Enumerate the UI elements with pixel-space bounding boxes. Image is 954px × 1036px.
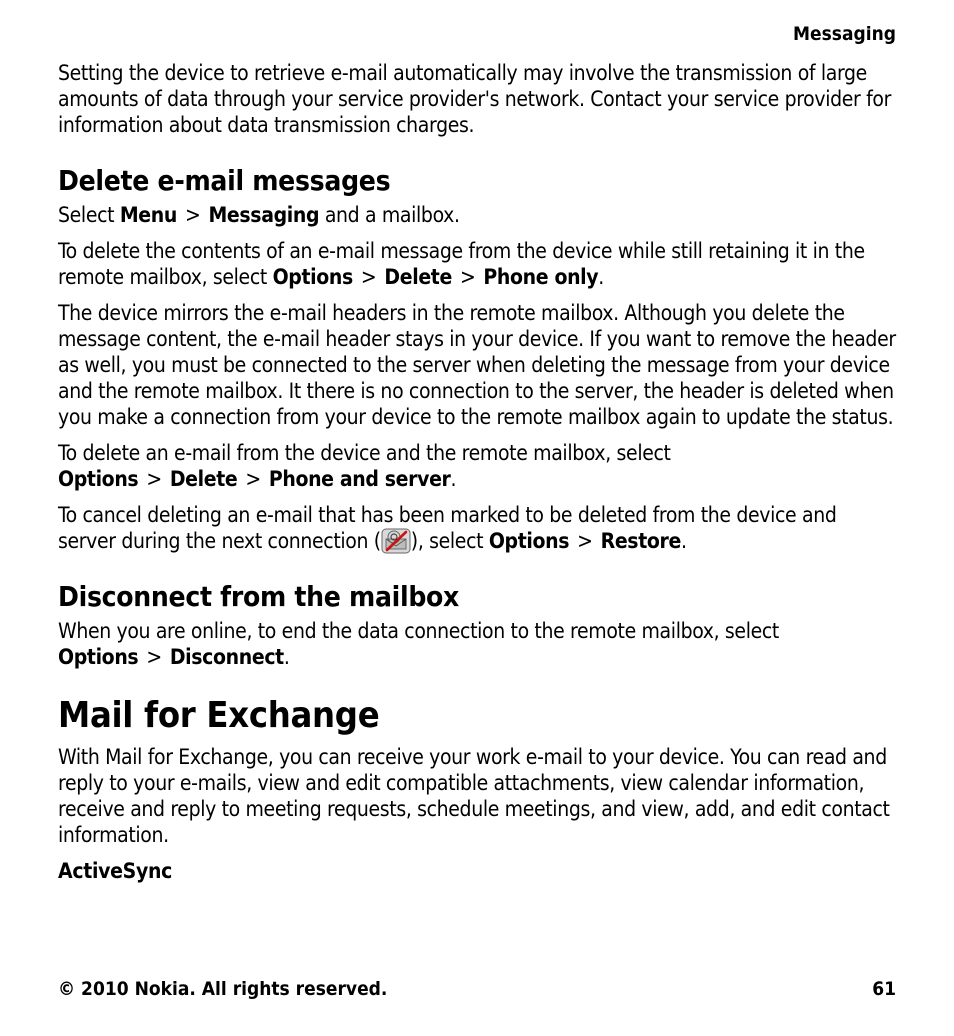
menu-path-delete: Delete [169,467,238,491]
text: When you are online, to end the data connection to the remote mailbox, select [58,619,779,643]
text: To delete an e-mail from the device and the remote mailbox, select [58,441,671,465]
menu-path-phone-only: Phone only [483,265,599,289]
text: ), select [410,529,489,553]
menu-path-phone-and-server: Phone and server [268,467,451,491]
heading-mail-for-exchange: Mail for Exchange [58,695,380,736]
exchange-paragraph: With Mail for Exchange, you can receive your work e-mail to your device. You can read and reply to your e-mails, view and edit compatible attachments, view calendar information, receive and reply to meeting requests, schedule meetings, and view, add, and edit contact information. [58,745,890,847]
disconnect-paragraph [58,618,896,670]
intro-paragraph: Setting the device to retrieve e-mail automatically may involve the transmission of large amounts of data through your service provider's network. Contact your service provider for information about data transmission charges. [58,61,892,137]
running-header: Messaging [793,23,896,45]
mail-delete-icon [381,528,411,554]
heading-delete-email: Delete e-mail messages [58,164,391,197]
delete-paragraph-4 [58,440,896,492]
text: To delete the contents of an e-mail message from the device while still retaining it in the remote mailbox, select [58,239,865,289]
path-separator: > [146,645,162,669]
menu-path-restore: Restore [600,529,681,553]
delete-paragraph-1 [58,202,896,228]
text: . [680,529,687,553]
page-content [58,60,896,884]
menu-path-menu: Menu [119,203,177,227]
delete-paragraph-3: The device mirrors the e-mail headers in the remote mailbox. Although you delete the message content, the e-mail header stays in your device. If you want to remove the header as well, you must be connected to the server when deleting the message from your device and the remote mailbox. It there is no connection to the server, the header is deleted when you make a connection from your device to the remote mailbox again to update the status. [58,301,896,429]
footer-page-number: 61 [872,978,896,1000]
menu-path-options: Options [488,529,570,553]
path-separator: > [184,203,201,227]
path-separator: > [360,265,377,289]
path-separator: > [459,265,476,289]
delete-paragraph-2 [58,238,896,290]
text: and a mailbox. [319,203,460,227]
path-separator: > [577,529,593,553]
menu-path-options: Options [272,265,353,289]
heading-disconnect: Disconnect from the mailbox [58,580,460,613]
path-separator: > [245,467,261,491]
text: . [450,467,457,491]
text: Select [58,203,120,227]
text: . [283,645,290,669]
menu-path-options: Options [58,467,139,491]
subheading-activesync: ActiveSync [58,859,173,883]
footer-copyright: © 2010 Nokia. All rights reserved. [58,978,388,1000]
delete-paragraph-5 [58,502,896,554]
menu-path-delete: Delete [384,265,452,289]
document-page [58,0,896,1036]
menu-path-disconnect: Disconnect [169,645,284,669]
menu-path-options: Options [58,645,139,669]
text: . [598,265,604,289]
path-separator: > [146,467,162,491]
menu-path-messaging: Messaging [208,203,320,227]
text: To cancel deleting an e-mail that has been marked to be deleted from the device and server during the next connection ( [58,503,837,553]
